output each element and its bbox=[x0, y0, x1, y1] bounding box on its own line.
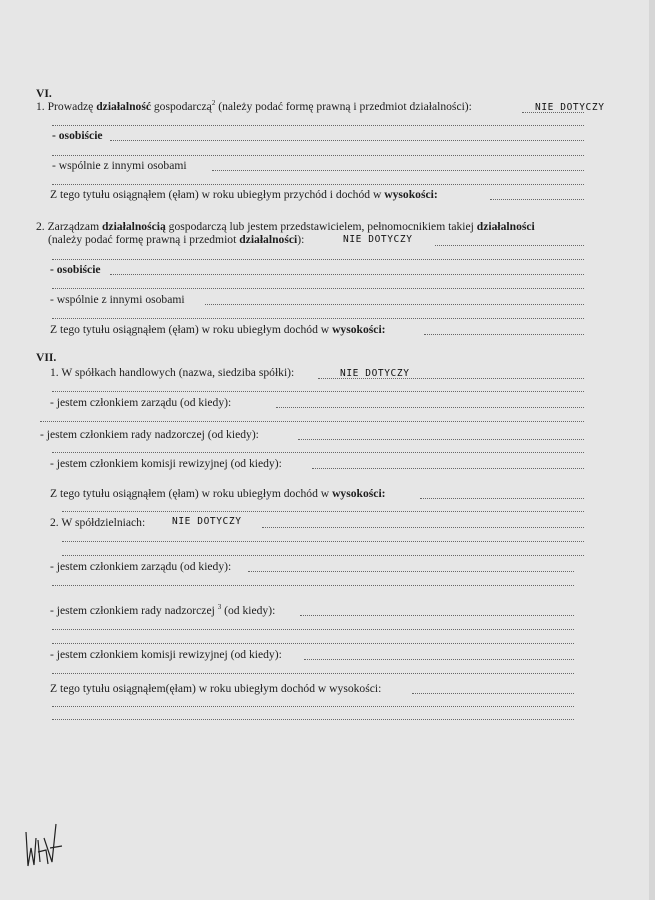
fill-line bbox=[52, 259, 584, 260]
fill-line bbox=[248, 571, 574, 572]
vi-item2-income: Z tego tytułu osiągnąłem (ęłam) w roku ubiegłym dochód w wysokości: bbox=[50, 323, 386, 336]
fill-line bbox=[62, 541, 584, 542]
fill-line bbox=[412, 693, 574, 694]
fill-line bbox=[435, 245, 584, 246]
fill-line bbox=[52, 706, 574, 707]
vii-item2-zarzad: - jestem członkiem zarządu (od kiedy): bbox=[50, 560, 232, 573]
vi-item2-handwritten: NIE DOTYCZY bbox=[343, 234, 413, 245]
vii-item2-label: 2. W spółdzielniach: bbox=[50, 516, 146, 529]
vii-item1-income: Z tego tytułu osiągnąłem (ęłam) w roku ubiegłym dochód w wysokości: bbox=[50, 487, 386, 500]
vii-item2-handwritten: NIE DOTYCZY bbox=[172, 516, 242, 527]
fill-line bbox=[52, 318, 584, 319]
vi-item2-text-line2: (należy podać formę prawną i przedmiot działalności): bbox=[48, 233, 305, 246]
fill-line bbox=[300, 615, 574, 616]
vii-item2-income: Z tego tytułu osiągnąłem(ęłam) w roku ubiegłym dochód w wysokości: bbox=[50, 682, 382, 695]
vii-item1-handwritten: NIE DOTYCZY bbox=[340, 368, 410, 379]
vi-item1-osobiscie: - osobiście bbox=[52, 129, 103, 142]
vi-item2-osobiscie: - osobiście bbox=[50, 263, 101, 276]
fill-line bbox=[52, 673, 574, 674]
fill-line bbox=[52, 629, 574, 630]
signature-initials bbox=[22, 818, 66, 870]
vii-item1-komisja: - jestem członkiem komisji rewizyjnej (od kiedy): bbox=[50, 457, 282, 470]
fill-line bbox=[52, 125, 584, 126]
vii-item1-rada: - jestem członkiem rady nadzorczej (od kiedy): bbox=[40, 428, 259, 441]
fill-line bbox=[205, 304, 584, 305]
fill-line bbox=[52, 452, 584, 453]
vi-item2-text: 2. Zarządzam działalnością gospodarczą lub jestem przedstawicielem, pełnomocnikiem takiej działalności bbox=[36, 220, 535, 233]
fill-line bbox=[298, 439, 584, 440]
fill-line bbox=[52, 643, 574, 644]
vii-item1-zarzad: - jestem członkiem zarządu (od kiedy): bbox=[50, 396, 232, 409]
fill-line bbox=[490, 199, 584, 200]
vi-item1-wspolnie: - wspólnie z innymi osobami bbox=[52, 159, 187, 172]
scan-edge bbox=[649, 0, 655, 900]
fill-line bbox=[276, 407, 584, 408]
fill-line bbox=[52, 585, 574, 586]
fill-line bbox=[52, 155, 584, 156]
vii-item1-label: 1. W spółkach handlowych (nazwa, siedziba spółki): bbox=[50, 366, 295, 379]
vii-item2-komisja: - jestem członkiem komisji rewizyjnej (od kiedy): bbox=[50, 648, 282, 661]
vii-item2-rada: - jestem członkiem rady nadzorczej $^3$ (od kiedy): bbox=[50, 603, 276, 617]
fill-line bbox=[62, 555, 584, 556]
section-vii-heading: VII. bbox=[36, 351, 57, 364]
fill-line bbox=[424, 334, 584, 335]
fill-line bbox=[212, 170, 584, 171]
fill-line bbox=[262, 527, 584, 528]
vi-item2-wspolnie: - wspólnie z innymi osobami bbox=[50, 293, 185, 306]
fill-line bbox=[312, 468, 584, 469]
fill-line bbox=[110, 140, 584, 141]
section-vi-heading: VI. bbox=[36, 87, 52, 100]
fill-line bbox=[52, 719, 574, 720]
fill-line bbox=[52, 288, 584, 289]
fill-line bbox=[420, 498, 584, 499]
fill-line bbox=[62, 511, 584, 512]
fill-line bbox=[304, 659, 574, 660]
vi-item1-income: Z tego tytułu osiągnąłem (ęłam) w roku ubiegłym przychód i dochód w wysokości: bbox=[50, 188, 438, 201]
fill-line bbox=[318, 378, 584, 379]
fill-line bbox=[40, 421, 584, 422]
fill-line bbox=[52, 184, 584, 185]
fill-line bbox=[52, 391, 584, 392]
fill-line bbox=[110, 274, 584, 275]
vi-item1-handwritten: NIE DOTYCZY bbox=[535, 102, 605, 113]
fill-line bbox=[522, 112, 584, 113]
vi-item1-text: 1. Prowadzę działalność gospodarczą$^2$ (należy podać formę prawną i przedmiot działalności): bbox=[36, 99, 472, 113]
